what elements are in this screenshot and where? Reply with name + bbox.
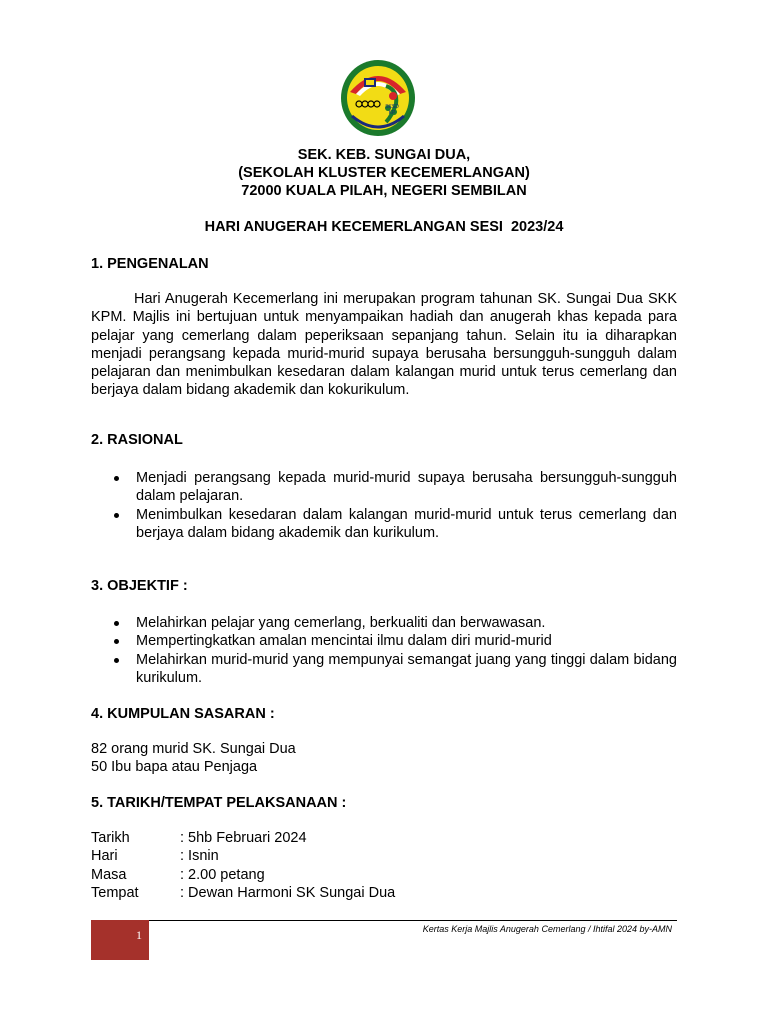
- sasaran-lines: [91, 740, 296, 777]
- event-title: HARI ANUGERAH KECEMERLANGAN SESI 2023/24: [204, 219, 564, 235]
- school-crest-icon: [338, 56, 418, 140]
- section-heading-sasaran: 4. KUMPULAN SASARAN :: [91, 706, 275, 722]
- section-heading-objektif: 3. OBJEKTIF :: [91, 578, 188, 594]
- table-row: [91, 847, 395, 865]
- section-heading-pengenalan: 1. PENGENALAN: [91, 256, 209, 272]
- section-heading-pelaksanaan: 5. TARIKH/TEMPAT PELAKSANAAN :: [91, 795, 347, 811]
- list-item: Menjadi perangsang kepada murid-murid supaya berusaha bersungguh-sungguh dalam pelajaran.: [91, 469, 677, 506]
- footer-divider: [91, 920, 677, 921]
- table-row: [91, 866, 395, 884]
- objektif-list: [91, 614, 677, 687]
- table-row: [91, 829, 395, 847]
- list-item: Mempertingkatkan amalan mencintai ilmu dalam diri murid-murid: [91, 632, 677, 650]
- sasaran-line: 50 Ibu bapa atau Penjaga: [91, 759, 258, 776]
- pengenalan-paragraph: [91, 290, 677, 400]
- section-heading-rasional: 2. RASIONAL: [91, 432, 183, 448]
- row-value: : Dewan Harmoni SK Sungai Dua: [180, 884, 396, 901]
- row-key: Tarikh: [91, 830, 130, 846]
- list-item: Menimbulkan kesedaran dalam kalangan murid-murid untuk terus cemerlang dan berjaya dalam bidang akademik dan kurikulum.: [91, 506, 677, 543]
- row-value: : 2.00 petang: [180, 866, 265, 883]
- school-address: 72000 KUALA PILAH, NEGERI SEMBILAN: [241, 183, 527, 199]
- row-value: : Isnin: [180, 848, 219, 865]
- footer-text: Kertas Kerja Majlis Anugerah Cemerlang / Ihtifal 2024 by-AMN: [422, 924, 672, 934]
- logo-text: SKSD KP: [385, 104, 399, 116]
- school-name: SEK. KEB. SUNGAI DUA,: [297, 147, 471, 163]
- list-item: Melahirkan murid-murid yang mempunyai semangat juang yang tinggi dalam bidang kurikulum.: [91, 651, 677, 688]
- row-key: Tempat: [91, 884, 139, 901]
- row-value: : 5hb Februari 2024: [180, 830, 307, 846]
- pelaksanaan-table: [91, 829, 395, 902]
- table-row: [91, 884, 395, 902]
- school-cluster: (SEKOLAH KLUSTER KECEMERLANGAN): [238, 165, 530, 181]
- page-number: 1: [136, 928, 142, 942]
- pengenalan-text: Hari Anugerah Kecemerlang ini merupakan program tahunan SK. Sungai Dua SKK KPM. Majlis ini bertujuan untuk menyampaikan hadiah dan anugerah khas kepada para pelajar yang cemerlang dalam peperiksaan sepanjang tahun. Selain itu ia diharapkan menjadi perangsang kepada murid-murid supaya berusaha bersungguh-sungguh dalam pelajaran dan menimbulkan kesedaran dalam kalangan murid untuk terus cemerlang dan berjaya dalam bidang akademik dan kokurikulum.: [91, 291, 677, 399]
- sasaran-line: 82 orang murid SK. Sungai Dua: [91, 741, 296, 757]
- page-number-box: [91, 920, 149, 960]
- row-key: Masa: [91, 866, 127, 883]
- row-key: Hari: [91, 848, 118, 865]
- list-item: Melahirkan pelajar yang cemerlang, berkualiti dan berwawasan.: [91, 614, 677, 632]
- rasional-list: [91, 469, 677, 542]
